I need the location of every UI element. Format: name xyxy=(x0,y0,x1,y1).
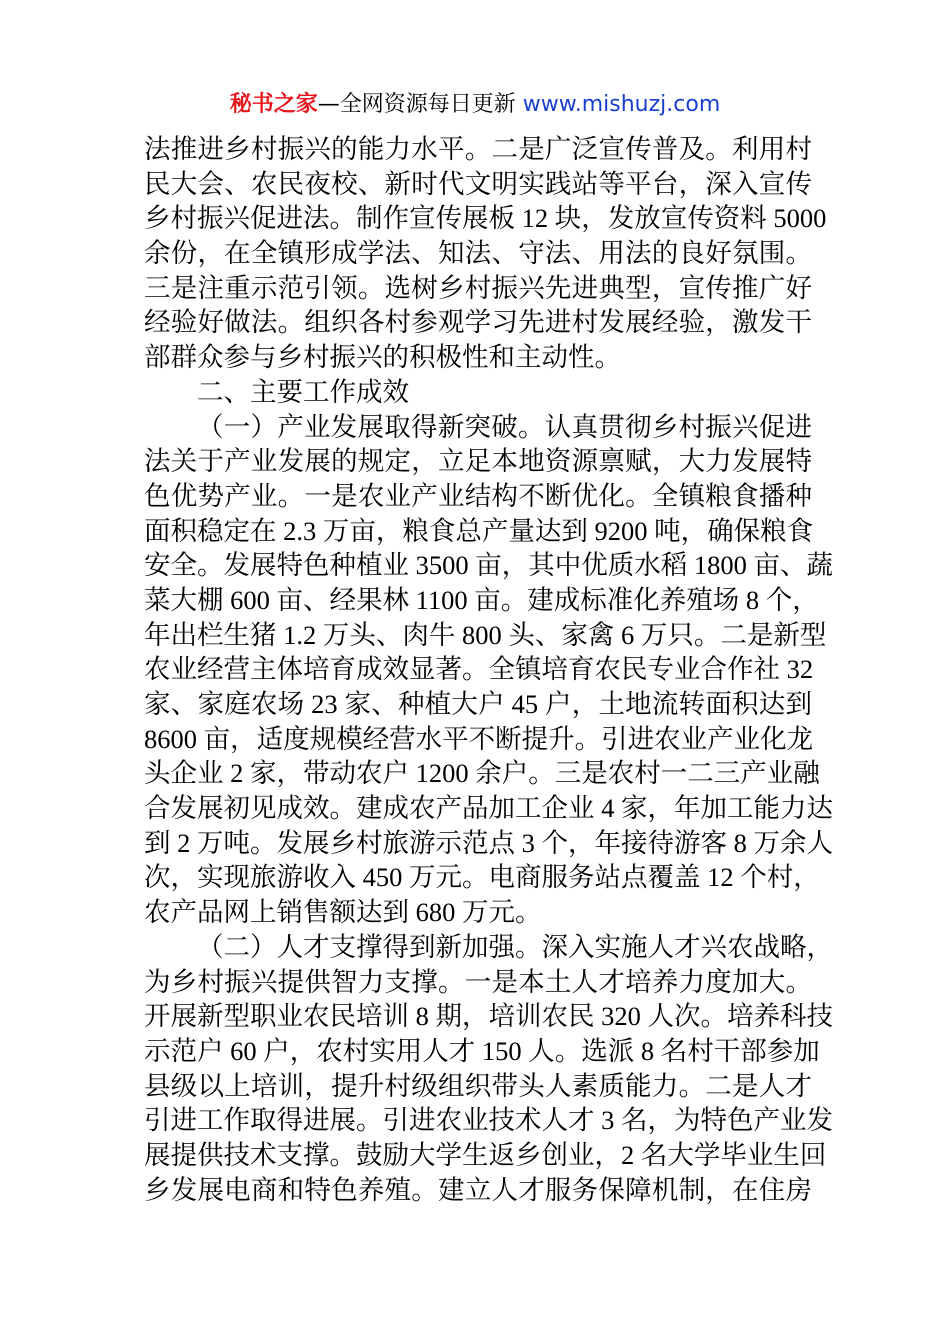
text-line: 示范户 60 户，农村实用人才 150 人。选派 8 名村干部参加 xyxy=(144,1035,820,1066)
document-body xyxy=(144,132,833,1207)
text-line: 展提供技术支撑。鼓励大学生返乡创业，2 名大学毕业生回 xyxy=(144,1139,827,1170)
section-heading: 二、主要工作成效 xyxy=(197,376,409,407)
paragraph-1 xyxy=(144,132,827,375)
text-line: 合发展初见成效。建成农产品加工企业 4 家，年加工能力达 xyxy=(144,793,833,824)
text-line: 农业经营主体培育成效显著。全镇培育农民专业合作社 32 xyxy=(144,654,814,685)
text-line: 民大会、农民夜校、新时代文明实践站等平台，深入宣传 xyxy=(144,168,812,199)
text-line: 面积稳定在 2.3 万亩，粮食总产量达到 9200 吨，确保粮食 xyxy=(144,515,814,546)
text-line: 县级以上培训，提升村级组织带头人素质能力。二是人才 xyxy=(144,1070,812,1101)
paragraph-2 xyxy=(144,410,833,930)
text-line: 家、家庭农场 23 家、种植大户 45 户，土地流转面积达到 xyxy=(144,689,812,719)
text-line: 余份，在全镇形成学法、知法、守法、用法的良好氛围。 xyxy=(144,238,812,269)
text-line: 安全。发展特色种植业 3500 亩，其中优质水稻 1800 亩、蔬 xyxy=(144,550,833,581)
text-line: （一）产业发展取得新突破。认真贯彻乡村振兴促进 xyxy=(197,411,812,442)
text-line: 经验好做法。组织各村参观学习先进村发展经验，激发干 xyxy=(144,307,812,338)
text-line: 次，实现旅游收入 450 万元。电商服务站点覆盖 12 个村， xyxy=(144,862,820,893)
paragraph-3 xyxy=(144,930,833,1208)
text-line: 法关于产业发展的规定，立足本地资源禀赋，大力发展特 xyxy=(144,446,812,477)
text-line: 年出栏生猪 1.2 万头、肉牛 800 头、家禽 6 万只。二是新型 xyxy=(144,619,827,650)
text-line: 8600 亩，适度规模经营水平不断提升。引进农业产业化龙 xyxy=(144,723,814,754)
site-brand: 秘书之家 xyxy=(229,92,318,117)
text-line: 引进工作取得进展。引进农业技术人才 3 名，为特色产业发 xyxy=(144,1105,833,1136)
text-line: 菜大棚 600 亩、经果林 1100 亩。建成标准化养殖场 8 个， xyxy=(144,584,819,615)
text-line: 色优势产业。一是农业产业结构不断优化。全镇粮食播种 xyxy=(144,480,812,511)
text-line: 头企业 2 家，带动农户 1200 余户。三是农村一二三产业融 xyxy=(144,758,820,789)
text-line: 农产品网上销售额达到 680 万元。 xyxy=(144,897,542,928)
text-line: 三是注重示范引领。选树乡村振兴先进典型，宣传推广好 xyxy=(144,272,812,303)
text-line: 乡发展电商和特色养殖。建立人才服务保障机制，在住房 xyxy=(144,1174,812,1205)
header-tagline: 全网资源每日更新 xyxy=(339,92,523,117)
header-dash: — xyxy=(317,92,340,117)
text-line: 到 2 万吨。发展乡村旅游示范点 3 个，年接待游客 8 万余人 xyxy=(144,827,833,858)
text-line: 开展新型职业农民培训 8 期，培训农民 320 人次。培养科技 xyxy=(144,1001,833,1032)
site-header xyxy=(0,88,950,122)
text-line: 部群众参与乡村振兴的积极性和主动性。 xyxy=(144,342,621,373)
text-line: （二）人才支撑得到新加强。深入实施人才兴农战略， xyxy=(197,931,833,962)
site-url-link[interactable]: www.mishuzj.com xyxy=(522,92,721,117)
text-line: 乡村振兴促进法。制作宣传展板 12 块，发放宣传资料 5000 xyxy=(144,203,827,234)
text-line: 为乡村振兴提供智力支撑。一是本土人才培养力度加大。 xyxy=(144,966,812,997)
text-line: 法推进乡村振兴的能力水平。二是广泛宣传普及。利用村 xyxy=(144,134,812,164)
